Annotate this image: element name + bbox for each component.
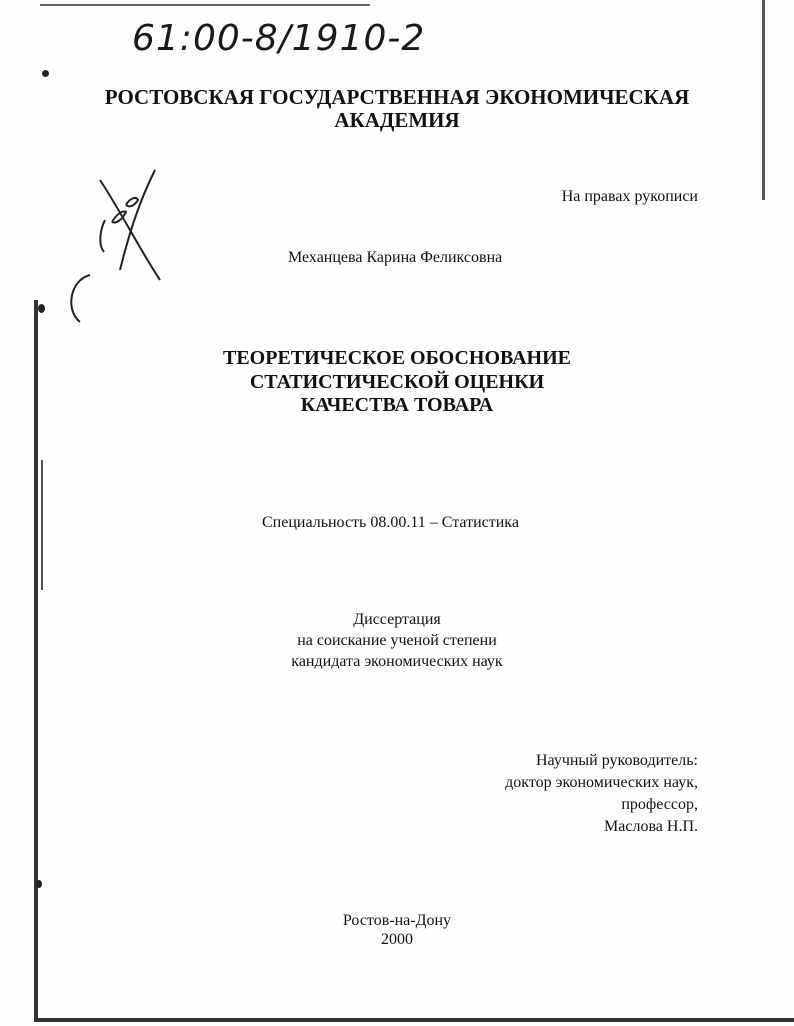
dissertation-line-1: Диссертация [353,611,441,628]
manuscript-note: На правах рукописи [561,188,698,205]
institution-line-2: АКАДЕМИЯ [334,108,460,132]
year: 2000 [381,931,413,948]
dissertation-line-2: на соискание ученой степени [297,632,497,649]
supervisor-title: профессор, [621,796,698,813]
archive-code-text: 61:00-8/1910-2 [132,18,426,59]
supervisor-block [505,750,698,838]
scan-edge-top [40,4,370,6]
thesis-title-line-3: КАЧЕСТВА ТОВАРА [300,394,494,416]
scan-speck [36,880,42,888]
scan-edge-left-inner [41,460,43,590]
supervisor-degree: доктор экономических наук, [505,774,698,791]
archive-code-handwritten [132,18,492,88]
thesis-title-line-2: СТАТИСТИЧЕСКОЙ ОЦЕНКИ [249,371,545,393]
city: Ростов-на-Дону [342,912,452,929]
supervisor-label: Научный руководитель: [535,752,698,769]
supervisor-name: Маслова Н.П. [604,818,698,835]
thesis-title-line-1: ТЕОРЕТИЧЕСКОЕ ОБОСНОВАНИЕ [222,347,572,369]
author-name: Механцева Карина Феликсовна [288,249,503,266]
specialty: Специальность 08.00.11 – Статистика [262,514,519,531]
institution-line-1: РОСТОВСКАЯ ГОСУДАРСТВЕННАЯ ЭКОНОМИЧЕСКАЯ [104,85,690,109]
scan-speck [38,304,45,313]
scan-edge-bottom [34,1018,794,1022]
handwritten-margin-mark [60,160,180,330]
dissertation-line-3: кандидата экономических наук [291,653,503,670]
scan-speck [42,70,49,77]
